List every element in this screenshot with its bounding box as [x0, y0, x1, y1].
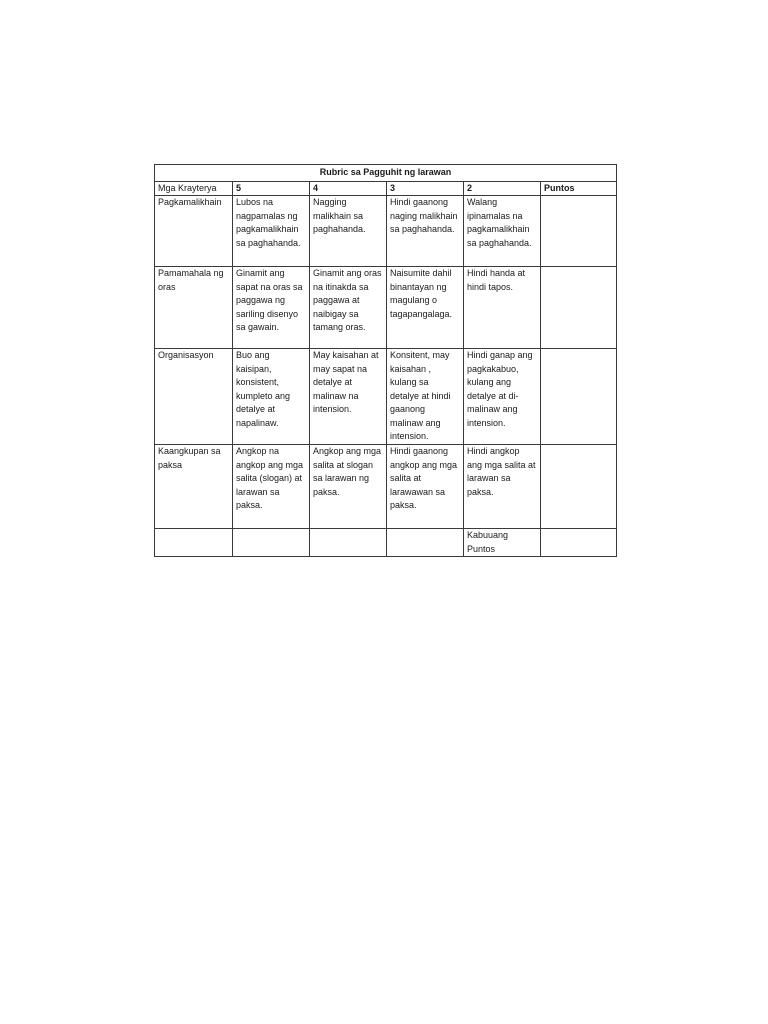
score-3-cell: Konsitent, may kaisahan , kulang sa detalye at hindi gaanong malinaw ang intension. — [387, 349, 464, 445]
score-2-cell: Walang ipinamalas na pagkamalikhain sa paghahanda. — [464, 196, 541, 267]
header-score-2: 2 — [464, 182, 541, 196]
empty-cell — [310, 529, 387, 557]
criterion-cell: Organisasyon — [155, 349, 233, 445]
header-points: Puntos — [541, 182, 617, 196]
score-4-cell: Ginamit ang oras na itinakda sa paggawa at naibigay sa tamang oras. — [310, 267, 387, 349]
total-value — [541, 529, 617, 557]
header-score-5: 5 — [233, 182, 310, 196]
score-4-cell: May kaisahan at may sapat na detalye at malinaw na intension. — [310, 349, 387, 445]
score-3-cell: Hindi gaanong angkop ang mga salita at larawawan sa paksa. — [387, 445, 464, 529]
table-row — [155, 267, 617, 349]
score-2-cell: Hindi ganap ang pagkakabuo, kulang ang detalye at di-malinaw ang intension. — [464, 349, 541, 445]
criterion-cell: Kaangkupan sa paksa — [155, 445, 233, 529]
score-5-cell: Angkop na angkop ang mga salita (slogan) at larawan sa paksa. — [233, 445, 310, 529]
criterion-cell: Pamamahala ng oras — [155, 267, 233, 349]
empty-cell — [155, 529, 233, 557]
header-row — [155, 182, 617, 196]
rubric-title: Rubric sa Pagguhit ng larawan — [155, 165, 617, 182]
total-label: Kabuuang Puntos — [464, 529, 541, 557]
header-criteria: Mga Krayterya — [155, 182, 233, 196]
empty-cell — [233, 529, 310, 557]
score-4-cell: Nagging malikhain sa paghahanda. — [310, 196, 387, 267]
score-5-cell: Lubos na nagpamalas ng pagkamalikhain sa paghahanda. — [233, 196, 310, 267]
score-3-cell: Hindi gaanong naging malikhain sa paghahanda. — [387, 196, 464, 267]
table-row — [155, 196, 617, 267]
score-2-cell: Hindi handa at hindi tapos. — [464, 267, 541, 349]
points-cell — [541, 349, 617, 445]
score-5-cell: Ginamit ang sapat na oras sa paggawa ng sariling disenyo sa gawain. — [233, 267, 310, 349]
header-score-3: 3 — [387, 182, 464, 196]
score-3-cell: Naisumite dahil binantayan ng magulang o tagapangalaga. — [387, 267, 464, 349]
score-5-cell: Buo ang kaisipan, konsistent, kumpleto ang detalye at napalinaw. — [233, 349, 310, 445]
header-score-4: 4 — [310, 182, 387, 196]
points-cell — [541, 267, 617, 349]
table-row — [155, 349, 617, 445]
total-row — [155, 529, 617, 557]
score-2-cell: Hindi angkop ang mga salita at larawan sa paksa. — [464, 445, 541, 529]
rubric-table — [154, 164, 617, 557]
points-cell — [541, 445, 617, 529]
empty-cell — [387, 529, 464, 557]
table-row — [155, 445, 617, 529]
criterion-cell: Pagkamalikhain — [155, 196, 233, 267]
points-cell — [541, 196, 617, 267]
score-4-cell: Angkop ang mga salita at slogan sa larawan ng paksa. — [310, 445, 387, 529]
